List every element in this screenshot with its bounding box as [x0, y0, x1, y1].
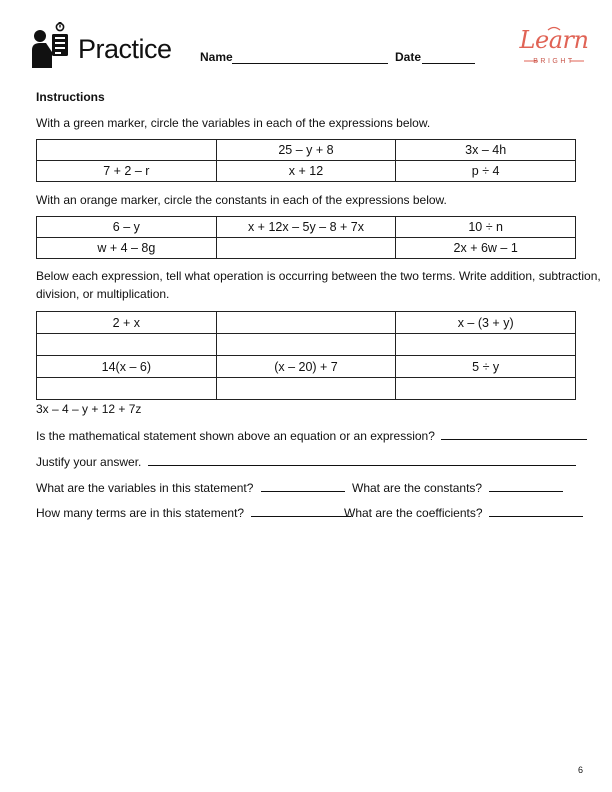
table-cell: (x – 20) + 7	[216, 356, 396, 378]
practice-person-icon	[30, 22, 74, 70]
table-cell: 5 ÷ y	[396, 356, 576, 378]
operations-table	[36, 311, 576, 400]
table-cell: p ÷ 4	[396, 161, 576, 182]
page-number: 6	[578, 765, 584, 775]
question-3-answer-field[interactable]	[261, 479, 345, 492]
constants-table	[36, 216, 576, 259]
table-row	[37, 161, 576, 182]
table-cell: 2 + x	[37, 312, 217, 334]
question-5	[36, 504, 351, 520]
question-2-text: Justify your answer.	[36, 455, 142, 469]
answer-cell[interactable]	[37, 378, 217, 400]
table-cell: 2x + 6w – 1	[396, 238, 576, 259]
question-2	[36, 453, 576, 469]
question-6-text: What are the coefficients?	[344, 506, 483, 520]
section1-prompt: With a green marker, circle the variables in each of the expressions below.	[36, 116, 431, 130]
answer-cell[interactable]	[396, 378, 576, 400]
table-cell: 7 + 2 – r	[37, 161, 217, 182]
table-cell	[216, 312, 396, 334]
question-5-text: How many terms are in this statement?	[36, 506, 245, 520]
section2-prompt: With an orange marker, circle the constants in each of the expressions below.	[36, 193, 447, 207]
question-6	[344, 504, 583, 520]
table-cell	[37, 140, 217, 161]
page-title: Practice	[78, 34, 172, 64]
table-row	[37, 356, 576, 378]
instructions-heading: Instructions	[36, 90, 105, 104]
date-label: Date	[395, 50, 422, 64]
name-field[interactable]	[232, 51, 388, 64]
name-label: Name	[200, 50, 233, 64]
answer-cell[interactable]	[37, 334, 217, 356]
learn-bright-logo	[518, 26, 590, 72]
table-cell	[216, 238, 396, 259]
variables-table	[36, 139, 576, 182]
answer-row[interactable]	[37, 334, 576, 356]
table-row	[37, 217, 576, 238]
table-row	[37, 140, 576, 161]
table-cell: 3x – 4h	[396, 140, 576, 161]
question-5-answer-field[interactable]	[251, 504, 351, 517]
question-3	[36, 479, 345, 495]
date-field[interactable]	[422, 51, 475, 64]
question-3-text: What are the variables in this statement?	[36, 481, 254, 495]
section3-prompt-line1: Below each expression, tell what operation is occurring between the two terms. Write addition, subtraction,	[36, 269, 601, 283]
question-6-answer-field[interactable]	[489, 504, 583, 517]
question-2-answer-field[interactable]	[148, 453, 576, 466]
table-cell: w + 4 – 8g	[37, 238, 217, 259]
question-1	[36, 427, 587, 443]
question-1-answer-field[interactable]	[441, 427, 587, 440]
table-row	[37, 238, 576, 259]
logo-subword: BRIGHT	[533, 58, 575, 65]
question-1-text: Is the mathematical statement shown above an equation or an expression?	[36, 429, 435, 443]
section3-prompt-line2: division, or multiplication.	[36, 287, 170, 301]
question-4-text: What are the constants?	[352, 481, 483, 495]
table-cell: 10 ÷ n	[396, 217, 576, 238]
question-4	[352, 479, 563, 495]
table-cell: x + 12x – 5y – 8 + 7x	[216, 217, 396, 238]
table-cell: x + 12	[216, 161, 396, 182]
table-cell: 6 – y	[37, 217, 217, 238]
table-cell: 25 – y + 8	[216, 140, 396, 161]
answer-cell[interactable]	[216, 378, 396, 400]
table-cell: x – (3 + y)	[396, 312, 576, 334]
table-row	[37, 312, 576, 334]
logo-word: Learn	[519, 26, 589, 54]
answer-cell[interactable]	[216, 334, 396, 356]
table-cell: 14(x – 6)	[37, 356, 217, 378]
math-statement: 3x – 4 – y + 12 + 7z	[36, 402, 142, 416]
question-4-answer-field[interactable]	[489, 479, 563, 492]
answer-row[interactable]	[37, 378, 576, 400]
answer-cell[interactable]	[396, 334, 576, 356]
